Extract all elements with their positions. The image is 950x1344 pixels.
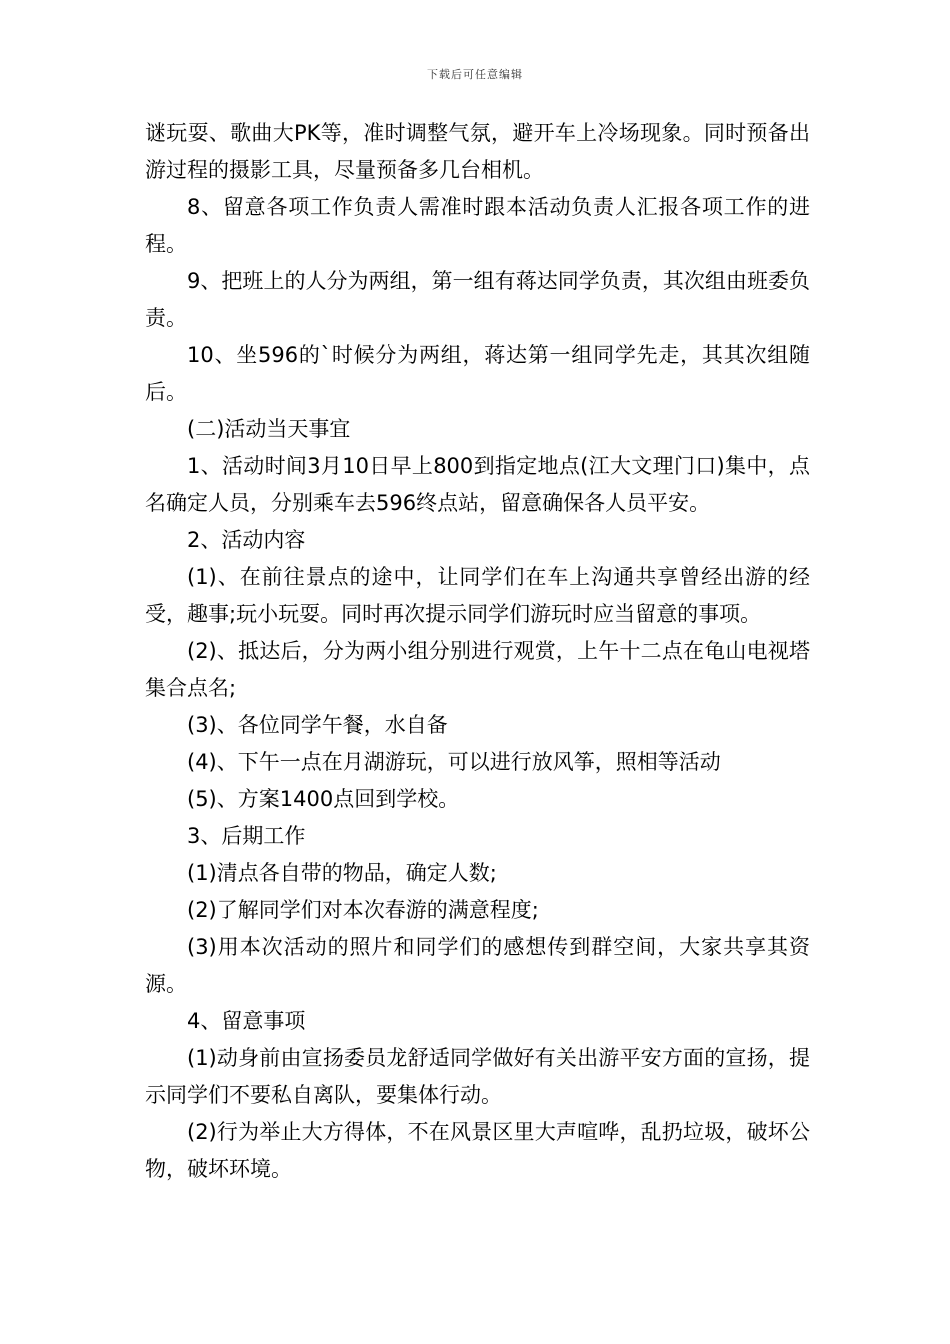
paragraph: (1)清点各自带的物品，确定人数; [187, 861, 497, 885]
paragraph: 9、把班上的人分为两组，第一组有蒋达同学负责，其次组由班委负责。 [145, 269, 810, 330]
paragraph: (1)、在前往景点的途中，让同学们在车上沟通共享曾经出游的经受，趣事;玩小玩耍。同时再次提示同学们游玩时应当留意的事项。 [145, 565, 810, 626]
paragraph: (4)、下午一点在月湖游玩，可以进行放风筝，照相等活动 [187, 750, 721, 774]
section-heading: 2、活动内容 [187, 528, 306, 552]
paragraph: 1、活动时间3月10日早上800到指定地点(江大文理门口)集中，点名确定人员，分别乘车去596终点站，留意确保各人员平安。 [145, 454, 810, 515]
paragraph: (5)、方案1400点回到学校。 [187, 787, 460, 811]
paragraph: 8、留意各项工作负责人需准时跟本活动负责人汇报各项工作的进程。 [145, 195, 810, 256]
section-heading: 3、后期工作 [187, 824, 306, 848]
section-heading: (二)活动当天事宜 [187, 417, 351, 441]
paragraph: (2)了解同学们对本次春游的满意程度; [187, 898, 539, 922]
paragraph: (3)用本次活动的照片和同学们的感想传到群空间，大家共享其资源。 [145, 935, 810, 996]
paragraph: (3)、各位同学午餐，水自备 [187, 713, 448, 737]
page-header: 下载后可任意编辑 [427, 68, 523, 81]
paragraph: (1)动身前由宣扬委员龙舒适同学做好有关出游平安方面的宣扬，提示同学们不要私自离队，要集体行动。 [145, 1046, 810, 1107]
paragraph: (2)、抵达后，分为两小组分别进行观赏，上午十二点在龟山电视塔集合点名; [145, 639, 810, 700]
paragraph: 谜玩耍、歌曲大PK等，准时调整气氛，避开车上冷场现象。同时预备出游过程的摄影工具，尽量预备多几台相机。 [145, 121, 810, 182]
paragraph: 10、坐596的`时候分为两组，蒋达第一组同学先走，其其次组随后。 [145, 343, 810, 404]
section-heading: 4、留意事项 [187, 1009, 306, 1033]
paragraph: (2)行为举止大方得体，不在风景区里大声喧哗，乱扔垃圾，破坏公物，破坏环境。 [145, 1120, 810, 1181]
document-body [145, 115, 810, 1188]
